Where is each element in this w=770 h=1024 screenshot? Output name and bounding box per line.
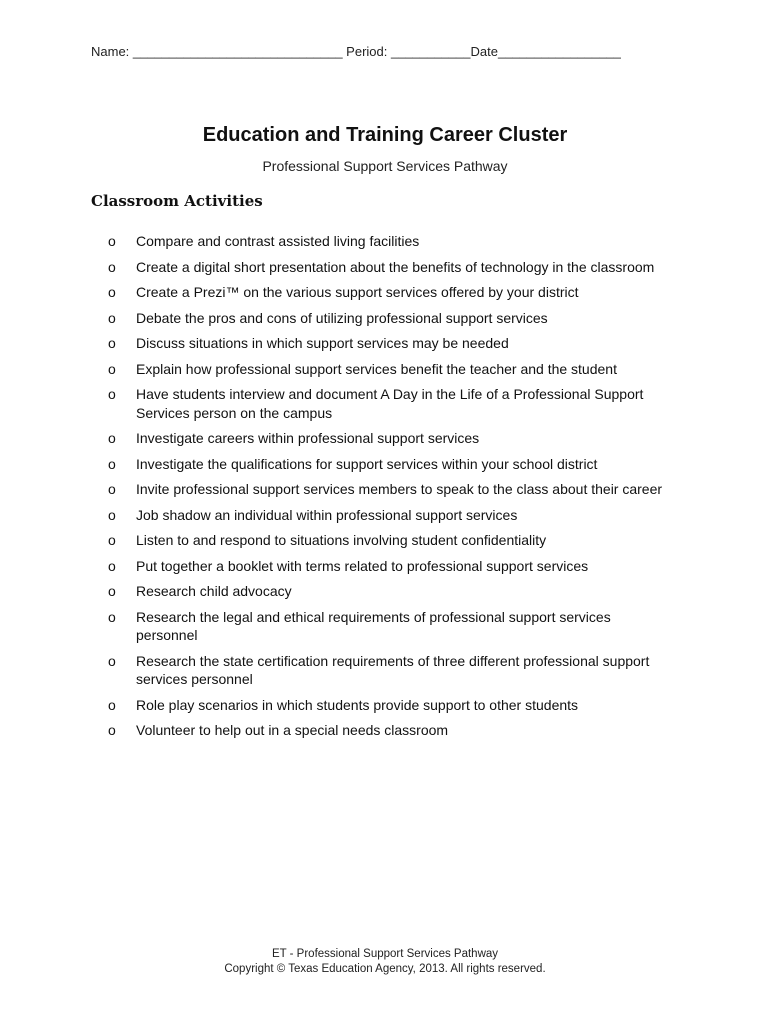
section-heading-classroom-activities: Classroom Activities [91,192,263,210]
activity-text: Job shadow an individual within professional support services [136,506,518,523]
page-footer [0,947,770,977]
list-item [108,309,668,328]
list-item [108,506,668,525]
list-item [108,696,668,715]
activity-text: Investigate careers within professional support services [136,430,480,446]
bullet-icon: o [108,309,116,326]
bullet-icon: o [108,258,116,275]
list-item [108,721,668,740]
activity-text: Have students interview and document A Day in the Life of a Professional Support Services person on the campus [136,386,644,421]
list-item [108,334,668,353]
activity-text: Research the state certification requirements of three different professional support services personnel [136,652,650,687]
bullet-icon: o [108,557,116,574]
bullet-icon: o [108,608,116,625]
list-item [108,480,668,499]
activity-text: Listen to and respond to situations involving student confidentiality [136,532,547,548]
activity-text: Explain how professional support services benefit the teacher and the student [136,360,617,377]
activity-text: Put together a booklet with terms related to professional support services [136,557,589,574]
list-item [108,385,668,422]
activity-text: Investigate the qualifications for support services within your school district [136,455,598,472]
activity-list [108,232,668,747]
list-item [108,360,668,379]
name-period-date-line: Name: _____________________________ Period: ___________Date_________________ [91,44,621,59]
activity-text: Debate the pros and cons of utilizing professional support services [136,309,548,326]
bullet-icon: o [108,233,116,249]
list-item [108,232,668,251]
bullet-icon: o [108,335,116,351]
bullet-icon: o [108,386,116,402]
activity-text: Volunteer to help out in a special needs classroom [136,722,449,738]
list-item [108,531,668,550]
activity-text: Create a digital short presentation about the benefits of technology in the classroom [136,258,655,275]
bullet-icon: o [108,430,116,446]
activity-text: Role play scenarios in which students provide support to other students [136,696,579,713]
page-title: Education and Training Career Cluster [202,124,568,146]
list-item [108,258,668,277]
list-item [108,283,668,302]
bullet-icon: o [108,284,116,300]
footer-copyright: Copyright © Texas Education Agency, 2013. All rights reserved. [224,963,546,975]
bullet-icon: o [108,696,116,713]
footer-pathway: ET - Professional Support Services Pathway [271,948,499,960]
bullet-icon: o [108,455,116,472]
bullet-icon: o [108,532,116,548]
activity-text: Compare and contrast assisted living facilities [136,233,420,249]
activity-text: Research child advocacy [136,583,292,599]
list-item [108,557,668,576]
activity-text: Invite professional support services members to speak to the class about their career [136,481,663,497]
list-item [108,582,668,601]
bullet-icon: o [108,360,116,377]
bullet-icon: o [108,506,116,523]
list-item [108,608,668,645]
activity-text: Create a Prezi™ on the various support services offered by your district [136,284,579,300]
bullet-icon: o [108,652,116,669]
list-item [108,455,668,474]
activity-text: Research the legal and ethical requirements of professional support services personnel [136,608,611,643]
bullet-icon: o [108,583,116,599]
list-item [108,652,668,689]
activity-text: Discuss situations in which support services may be needed [136,335,509,351]
bullet-icon: o [108,481,116,497]
bullet-icon: o [108,722,116,738]
list-item [108,429,668,448]
page-subtitle: Professional Support Services Pathway [262,158,508,174]
